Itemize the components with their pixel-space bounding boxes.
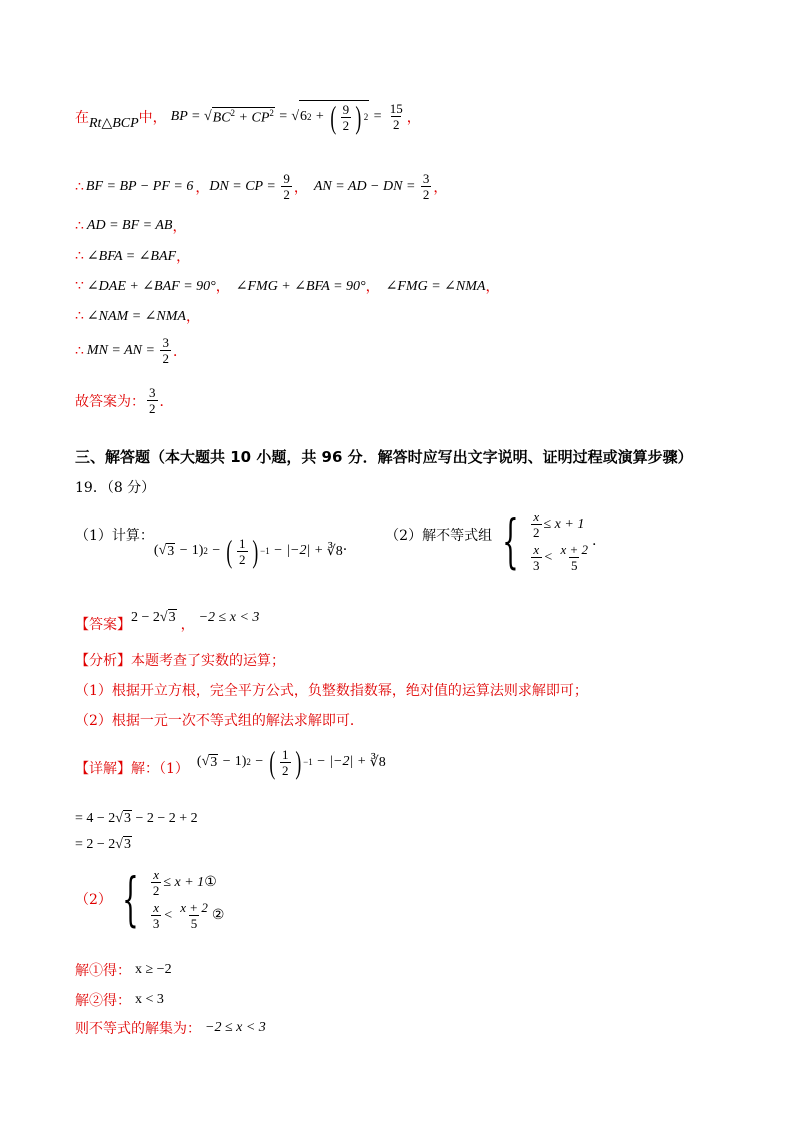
part1-label: （1）计算：: [75, 528, 154, 544]
comma: ，: [293, 179, 308, 196]
mark-1: ①: [204, 875, 217, 890]
period: ．: [172, 343, 187, 360]
line-because-angles: [75, 276, 499, 296]
analysis-point-2: （2）根据一元一次不等式组的解法求解即可．: [75, 713, 364, 729]
line-angle-bfa: [75, 246, 190, 266]
therefore-symbol: ∴: [75, 218, 84, 234]
solution-2-value: x < 3: [135, 992, 164, 1007]
detail-line: [75, 746, 386, 778]
therefore-symbol: ∴: [75, 342, 84, 359]
ad-equation: AD = BF = AB: [86, 218, 173, 233]
text-zai: 在: [75, 109, 89, 126]
comma: ，: [172, 219, 187, 235]
final-solution-label: 则不等式的解集为：: [75, 1021, 201, 1037]
period: ．: [159, 393, 174, 410]
text-zhong: 中，: [138, 109, 167, 126]
line-final-answer: [75, 386, 174, 415]
comma: ，: [176, 249, 191, 265]
answer-label: 故答案为：: [75, 393, 145, 410]
part2-tag: （2）: [75, 892, 112, 908]
mn-equation: MN = AN = $\frac{3}{2}$: [86, 335, 169, 366]
comma: ，: [365, 279, 380, 295]
angle-equation: ∠BFA = ∠BAF: [86, 248, 177, 264]
system-row-1: $\frac{x}{2}$ ≤ x + 1: [533, 509, 585, 540]
line-bf-dn-an: [75, 172, 447, 201]
because-symbol: ∵: [75, 278, 84, 294]
detail-system-row-2: $\frac{x}{3}$ < $\frac{x + 2}{5}$ ②: [152, 900, 225, 931]
bf-equation: BF = BP − PF = 6: [85, 178, 194, 194]
comma: ，: [485, 279, 500, 295]
solution-1-value: x ≥ −2: [135, 962, 172, 977]
line-angle-nam: [75, 306, 200, 326]
therefore-symbol: ∴: [75, 178, 84, 195]
triangle-label: Rt△BCP: [89, 116, 139, 131]
detail-step-2: = 2 − 2√ 3: [75, 836, 131, 852]
detail-tag: 【详解】解：（1）: [75, 761, 189, 777]
dn-equation: DN = CP = $\frac{9}{2}$: [209, 171, 290, 202]
solution-2-label: 解②得：: [75, 993, 131, 1009]
detail-expression: ( √ 3 − 1) 2 − ( $\frac{1}{2}$ ) −1 − |−2| + ∛8: [196, 744, 386, 780]
detail-system-row-1: $\frac{x}{2}$ ≤ x + 1 ①: [152, 867, 217, 898]
part2-system: { $\frac{x}{2}$ ≤ x + 1 $\frac{x}{3}$ < $\frac{x + 2}{5}$: [492, 510, 592, 572]
answer-tag: 【答案】: [75, 617, 131, 633]
comma: ，: [195, 179, 210, 196]
final-solution-line: [75, 1018, 266, 1038]
answer-part1: 2 − 2√3: [131, 610, 176, 625]
answer-line: [75, 602, 259, 634]
detail-system: { $\frac{x}{2}$ ≤ x + 1 ① $\frac{x}{3}$ < $\frac{x + 2}{5}$ ②: [122, 865, 225, 933]
final-solution-value: −2 ≤ x < 3: [205, 1020, 266, 1035]
analysis: 【分析】本题考查了实数的运算；: [75, 653, 285, 669]
q19-parts: （1）计算： ( √ 3 − 1) 2 − ( $\frac{1}{2}$ ) −1 − |−2| + ∛8 . （2）解不等式组 { $\frac{x}{2}$ ≤ x + 1 $\frac{x}{3}$ < $\frac{x + 2}{5}$ .: [75, 507, 597, 575]
mark-2: ②: [211, 908, 225, 923]
bp-equation: BP = √ $BC^2 + CP^2$ = √ 6 2 + ( $\frac{9}{2}$ ) 2 = $\frac{15}{2}$: [170, 99, 403, 135]
comma: ，: [433, 179, 448, 196]
line-bp-calculation: [75, 100, 421, 133]
solution-1-label: 解①得：: [75, 963, 131, 979]
line-ad-bf-ab: [75, 216, 186, 236]
part2-label: （2）解不等式组: [385, 528, 493, 544]
comma: ，: [406, 109, 421, 126]
angle-sum-2: ∠FMG + ∠BFA = 90°: [235, 278, 366, 294]
answer-value: $\frac{3}{2}$: [149, 385, 156, 416]
angle-sum-1: ∠DAE + ∠BAF = 90°: [86, 278, 216, 294]
therefore-symbol: ∴: [75, 308, 84, 324]
line-mn-an: [75, 336, 187, 365]
section-title: 三、解答题（本大题共 10 小题，共 96 分．解答时应写出文字说明、证明过程或演算步骤）: [75, 448, 693, 466]
solution-1-line: [75, 960, 172, 980]
answer-part2: −2 ≤ x < 3: [198, 610, 260, 625]
angle-nam-equation: ∠NAM = ∠NMA: [86, 308, 186, 324]
comma: ，: [185, 309, 200, 325]
solution-2-line: [75, 990, 164, 1010]
part1-expression: ( √ 3 − 1) 2 − ( $\frac{1}{2}$ ) −1 − |−2| + ∛8: [153, 533, 343, 569]
analysis-point-1: （1）根据开立方根，完全平方公式，负整数指数幂，绝对值的运算法则求解即可；: [75, 683, 588, 699]
detail-step-1: = 4 − 2√ 3 − 2 − 2 + 2: [75, 810, 198, 826]
question-number: 19．（8 分）: [75, 480, 156, 496]
therefore-symbol: ∴: [75, 248, 84, 264]
comma: ，: [215, 279, 230, 295]
an-equation: AN = AD − DN = $\frac{3}{2}$: [313, 171, 430, 202]
system-row-2: $\frac{x}{3}$ < $\frac{x + 2}{5}$: [533, 542, 588, 573]
comma: ，: [180, 617, 195, 633]
angle-equal: ∠FMG = ∠NMA: [385, 278, 486, 294]
detail-part2: [75, 865, 225, 933]
